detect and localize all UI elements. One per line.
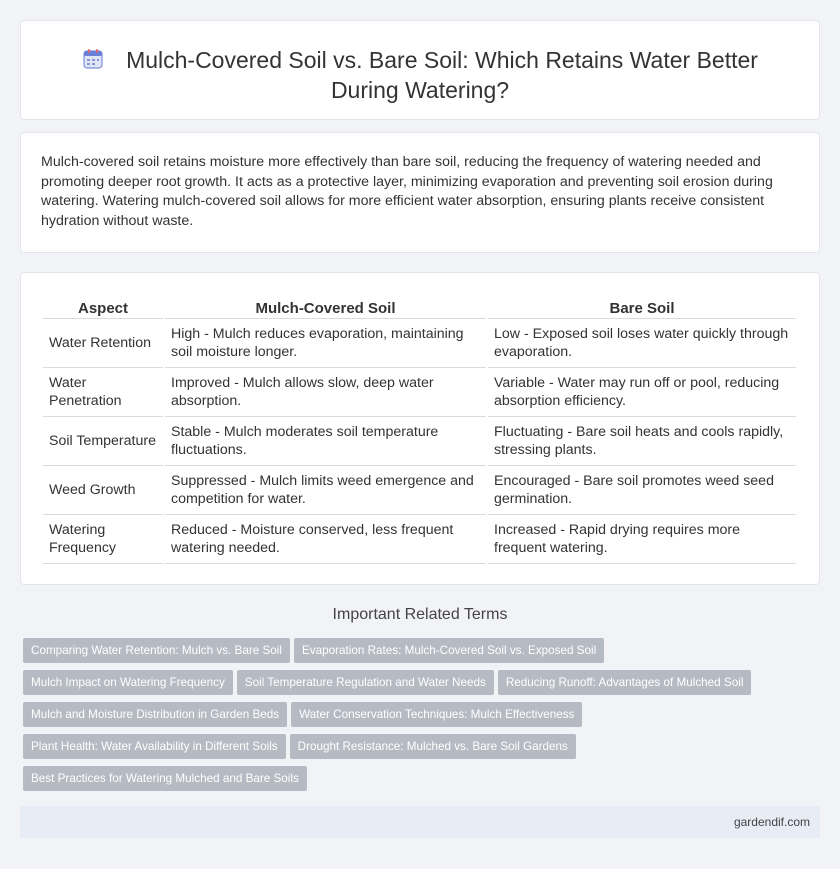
- aspect-cell: Water Retention: [43, 319, 163, 368]
- bare-cell: Increased - Rapid drying requires more frequent watering.: [488, 515, 796, 564]
- table-row: [43, 368, 796, 417]
- bare-cell: Variable - Water may run off or pool, reducing absorption efficiency.: [488, 368, 796, 417]
- table-row: [43, 466, 796, 515]
- related-term-tag[interactable]: Drought Resistance: Mulched vs. Bare Soil Gardens: [290, 734, 576, 759]
- related-term-tag[interactable]: Best Practices for Watering Mulched and Bare Soils: [23, 766, 307, 791]
- title-card: [20, 20, 820, 120]
- tag-row: [23, 670, 783, 702]
- related-term-tag[interactable]: Plant Health: Water Availability in Different Soils: [23, 734, 286, 759]
- title-line-1: Mulch-Covered Soil vs. Bare Soil: Which Retains Water Better: [126, 47, 758, 73]
- aspect-cell: Water Penetration: [43, 368, 163, 417]
- related-term-tag[interactable]: Mulch and Moisture Distribution in Garden Beds: [23, 702, 287, 727]
- tag-row: [23, 702, 783, 734]
- intro-text: Mulch-covered soil retains moisture more effectively than bare soil, reducing the frequency of watering needed and promoting deeper root growth. It acts as a protective layer, minimizing evaporation and preventing soil erosion during watering. Watering mulch-covered soil allows for more efficient water absorption, ensuring plants receive consistent hydration without waste.: [41, 154, 773, 229]
- mulch-cell: High - Mulch reduces evaporation, maintaining soil moisture longer.: [165, 319, 486, 368]
- calendar-icon: [82, 48, 104, 70]
- aspect-cell: Soil Temperature: [43, 417, 163, 466]
- related-term-tag[interactable]: Water Conservation Techniques: Mulch Effectiveness: [291, 702, 582, 727]
- table-header-row: [43, 295, 796, 319]
- mulch-cell: Reduced - Moisture conserved, less frequent watering needed.: [165, 515, 486, 564]
- related-term-tag[interactable]: Evaporation Rates: Mulch-Covered Soil vs. Exposed Soil: [294, 638, 604, 663]
- mulch-cell: Stable - Mulch moderates soil temperature fluctuations.: [165, 417, 486, 466]
- tag-row: [23, 638, 783, 670]
- title-line-2: During Watering?: [330, 77, 510, 103]
- bare-cell: Fluctuating - Bare soil heats and cools rapidly, stressing plants.: [488, 417, 796, 466]
- comparison-table: [41, 295, 798, 564]
- header-mulch: Mulch-Covered Soil: [165, 295, 486, 319]
- related-term-tag[interactable]: Reducing Runoff: Advantages of Mulched Soil: [498, 670, 752, 695]
- bare-cell: Encouraged - Bare soil promotes weed seed germination.: [488, 466, 796, 515]
- table-row: [43, 319, 796, 368]
- related-terms-tags: [23, 638, 783, 798]
- tag-row: [23, 734, 783, 766]
- page-title: [21, 45, 819, 105]
- header-aspect: Aspect: [43, 295, 163, 319]
- aspect-cell: Weed Growth: [43, 466, 163, 515]
- comparison-card: [20, 272, 820, 585]
- related-term-tag[interactable]: Comparing Water Retention: Mulch vs. Bare Soil: [23, 638, 290, 663]
- mulch-cell: Suppressed - Mulch limits weed emergence and competition for water.: [165, 466, 486, 515]
- table-row: [43, 417, 796, 466]
- mulch-cell: Improved - Mulch allows slow, deep water absorption.: [165, 368, 486, 417]
- table-row: [43, 515, 796, 564]
- intro-card: [20, 132, 820, 253]
- related-terms-title: Important Related Terms: [332, 606, 508, 623]
- footer-site-link[interactable]: gardendif.com: [733, 815, 810, 829]
- tag-row: [23, 766, 783, 798]
- header-bare: Bare Soil: [488, 295, 796, 319]
- bare-cell: Low - Exposed soil loses water quickly through evaporation.: [488, 319, 796, 368]
- aspect-cell: Watering Frequency: [43, 515, 163, 564]
- related-term-tag[interactable]: Mulch Impact on Watering Frequency: [23, 670, 233, 695]
- footer: [20, 806, 820, 838]
- related-term-tag[interactable]: Soil Temperature Regulation and Water Needs: [237, 670, 494, 695]
